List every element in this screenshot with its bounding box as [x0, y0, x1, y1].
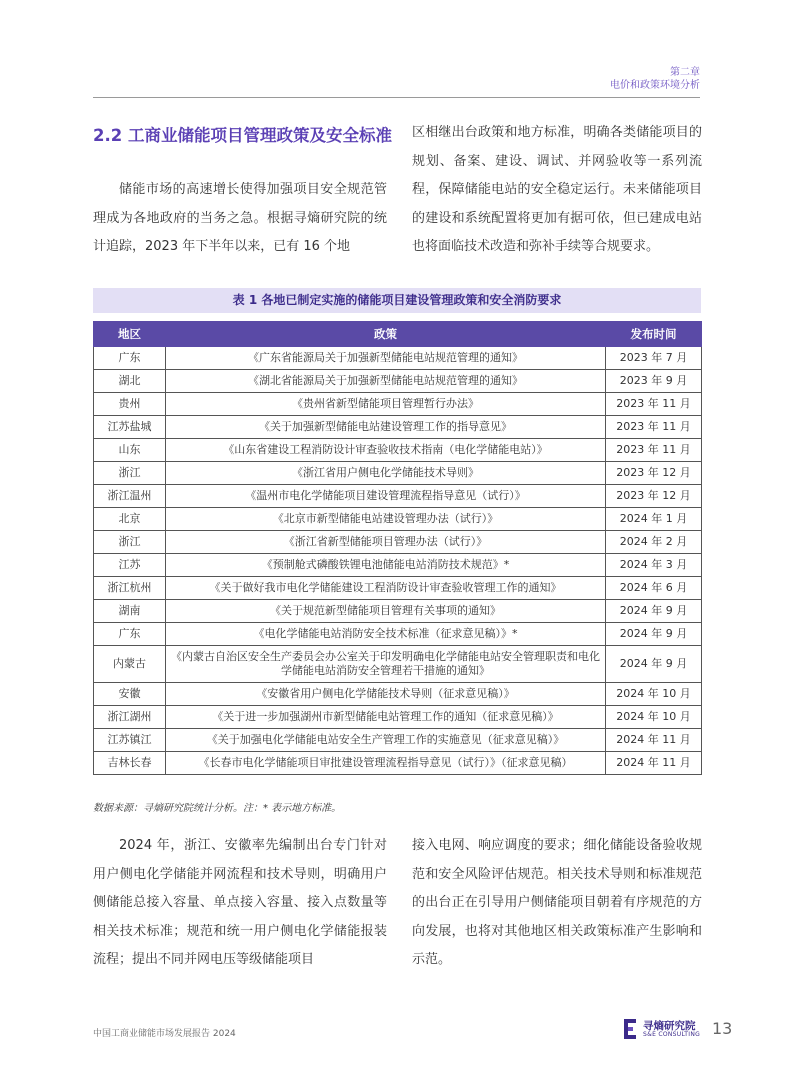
cell-policy: 《关于加强新型储能电站建设管理工作的指导意见》: [166, 416, 606, 439]
table-header-row: [94, 322, 702, 347]
intro-paragraph-left: 储能市场的高速增长使得加强项目安全规范管理成为各地政府的当务之急。根据寻熵研究院的统计追踪，2023 年下半年以来，已有 16 个地: [93, 182, 387, 255]
cell-region: 浙江温州: [94, 485, 166, 508]
column-header-date: 发布时间: [606, 322, 702, 347]
cell-region: 湖北: [94, 370, 166, 393]
cell-policy: 《长春市电化学储能项目审批建设管理流程指导意见（试行）》（征求意见稿）: [166, 752, 606, 775]
table-row: [94, 729, 702, 752]
cell-region: 浙江湖州: [94, 706, 166, 729]
cell-region: 吉林长春: [94, 752, 166, 775]
cell-region: 广东: [94, 347, 166, 370]
table-row: [94, 531, 702, 554]
table-row: [94, 462, 702, 485]
cell-date: 2024 年 9 月: [606, 600, 702, 623]
cell-policy: 《关于进一步加强湖州市新型储能电站管理工作的通知（征求意见稿）》: [166, 706, 606, 729]
cell-policy: 《内蒙古自治区安全生产委员会办公室关于印发明确电化学储能电站安全管理职责和电化学储能电站消防安全管理若干措施的通知》: [166, 646, 606, 683]
cell-policy: 《关于做好我市电化学储能建设工程消防设计审查验收管理工作的通知》: [166, 577, 606, 600]
cell-region: 广东: [94, 623, 166, 646]
cell-date: 2024 年 6 月: [606, 577, 702, 600]
section-title: 2.2 工商业储能项目管理政策及安全标准: [93, 126, 392, 145]
table-body: [94, 347, 702, 775]
brand-logo-icon: [624, 1019, 638, 1039]
cell-date: 2023 年 11 月: [606, 416, 702, 439]
cell-region: 安徽: [94, 683, 166, 706]
chapter-label: 第二章: [670, 67, 700, 78]
brand-logo: [624, 1017, 706, 1041]
table-row: [94, 393, 702, 416]
summary-paragraph-left: 2024 年，浙江、安徽率先编制出台专门针对用户侧电化学储能并网流程和技术导则，明确用户侧储能总接入容量、单点接入容量、接入点数量等相关技术标准；规范和统一用户侧电化学储能报装流程；提出不同并网电压等级储能项目: [93, 838, 387, 968]
table-row: [94, 508, 702, 531]
cell-date: 2023 年 12 月: [606, 485, 702, 508]
table-row: [94, 439, 702, 462]
brand-subtitle: S&E CONSULTING: [643, 1031, 701, 1038]
chapter-subtitle: 电价和政策环境分析: [610, 80, 700, 91]
cell-policy: 《安徽省用户侧电化学储能技术导则（征求意见稿）》: [166, 683, 606, 706]
header-divider: [93, 97, 700, 98]
summary-paragraph-right: 接入电网、响应调度的要求；细化储能设备验收规范和安全风险评估规范。相关技术导则和标准规范的出台正在引导用户侧储能项目朝着有序规范的方向发展，也将对其他地区相关政策标准产生影响和示范。: [412, 838, 702, 968]
cell-date: 2024 年 9 月: [606, 646, 702, 683]
cell-region: 江苏镇江: [94, 729, 166, 752]
cell-policy: 《湖北省能源局关于加强新型储能电站规范管理的通知》: [166, 370, 606, 393]
table-row: [94, 416, 702, 439]
table-row: [94, 623, 702, 646]
table-row: [94, 646, 702, 683]
chapter-header: [610, 66, 700, 92]
table-caption: 表 1 各地已制定实施的储能项目建设管理政策和安全消防要求: [93, 288, 701, 313]
policy-table: [93, 321, 702, 775]
cell-region: 湖南: [94, 600, 166, 623]
cell-date: 2024 年 11 月: [606, 729, 702, 752]
table-row: [94, 485, 702, 508]
cell-date: 2023 年 11 月: [606, 393, 702, 416]
cell-policy: 《预制舱式磷酸铁锂电池储能电站消防技术规范》*: [166, 554, 606, 577]
column-header-policy: 政策: [166, 322, 606, 347]
cell-date: 2023 年 7 月: [606, 347, 702, 370]
cell-date: 2024 年 10 月: [606, 683, 702, 706]
cell-date: 2024 年 3 月: [606, 554, 702, 577]
column-header-region: 地区: [94, 322, 166, 347]
cell-date: 2024 年 10 月: [606, 706, 702, 729]
cell-policy: 《贵州省新型储能项目管理暂行办法》: [166, 393, 606, 416]
table-row: [94, 752, 702, 775]
table-row: [94, 370, 702, 393]
cell-policy: 《山东省建设工程消防设计审查验收技术指南（电化学储能电站）》: [166, 439, 606, 462]
cell-region: 江苏盐城: [94, 416, 166, 439]
cell-date: 2023 年 11 月: [606, 439, 702, 462]
cell-policy: 《温州市电化学储能项目建设管理流程指导意见（试行）》: [166, 485, 606, 508]
cell-policy: 《浙江省用户侧电化学储能技术导则》: [166, 462, 606, 485]
cell-region: 山东: [94, 439, 166, 462]
table-row: [94, 554, 702, 577]
page-number: 13: [712, 1019, 733, 1038]
cell-date: 2024 年 9 月: [606, 623, 702, 646]
cell-region: 江苏: [94, 554, 166, 577]
cell-date: 2024 年 1 月: [606, 508, 702, 531]
table-row: [94, 683, 702, 706]
cell-region: 北京: [94, 508, 166, 531]
cell-policy: 《北京市新型储能电站建设管理办法（试行）》: [166, 508, 606, 531]
intro-paragraph-right: 区相继出台政策和地方标准，明确各类储能项目的规划、备案、建设、调试、并网验收等一系列流程，保障储能电站的安全稳定运行。未来储能项目的建设和系统配置将更加有据可依，但已建成电站也将面临技术改造和弥补手续等合规要求。: [412, 125, 702, 255]
cell-region: 浙江: [94, 462, 166, 485]
cell-region: 贵州: [94, 393, 166, 416]
cell-policy: 《广东省能源局关于加强新型储能电站规范管理的通知》: [166, 347, 606, 370]
report-title: 中国工商业储能市场发展报告 2024: [93, 1029, 236, 1039]
table-row: [94, 600, 702, 623]
brand-name: 寻熵研究院: [643, 1020, 696, 1032]
cell-policy: 《关于规范新型储能项目管理有关事项的通知》: [166, 600, 606, 623]
table-row: [94, 706, 702, 729]
cell-region: 浙江杭州: [94, 577, 166, 600]
cell-policy: 《电化学储能电站消防安全技术标准（征求意见稿）》*: [166, 623, 606, 646]
cell-date: 2024 年 11 月: [606, 752, 702, 775]
table-row: [94, 347, 702, 370]
source-note: 数据来源：寻熵研究院统计分析。注：* 表示地方标准。: [93, 803, 342, 814]
cell-date: 2023 年 12 月: [606, 462, 702, 485]
cell-policy: 《浙江省新型储能项目管理办法（试行）》: [166, 531, 606, 554]
cell-policy: 《关于加强电化学储能电站安全生产管理工作的实施意见（征求意见稿）》: [166, 729, 606, 752]
cell-region: 浙江: [94, 531, 166, 554]
cell-date: 2024 年 2 月: [606, 531, 702, 554]
cell-region: 内蒙古: [94, 646, 166, 683]
cell-date: 2023 年 9 月: [606, 370, 702, 393]
table-row: [94, 577, 702, 600]
